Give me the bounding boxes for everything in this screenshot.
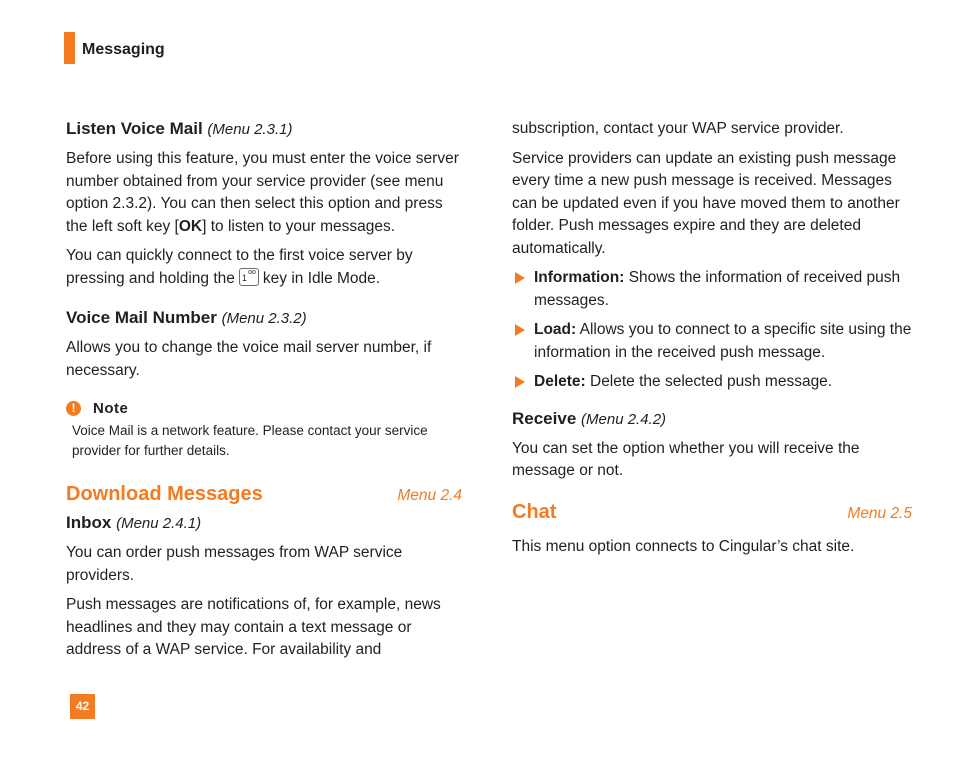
quick-connect-paragraph bbox=[66, 245, 462, 290]
chat-paragraph: This menu option connects to Cingular’s chat site. bbox=[512, 537, 855, 555]
bullet-text: Allows you to connect to a specific site using the information in the received push message. bbox=[534, 321, 912, 361]
heading-text: Inbox bbox=[66, 513, 112, 532]
voicemail-key-icon bbox=[239, 268, 259, 286]
inbox-heading bbox=[66, 512, 462, 535]
menu-reference: (Menu 2.4.2) bbox=[581, 410, 667, 428]
bullet-body bbox=[534, 267, 912, 312]
heading-text: Listen Voice Mail bbox=[66, 119, 203, 138]
continued-paragraph: subscription, contact your WAP service provider. bbox=[512, 120, 844, 137]
download-messages-heading bbox=[66, 483, 462, 506]
bullet-item-delete bbox=[512, 371, 912, 394]
heading-text: Voice Mail Number bbox=[66, 308, 217, 327]
inbox-paragraph-1: You can order push messages from WAP service providers. bbox=[66, 544, 403, 584]
ok-key-label: OK bbox=[178, 217, 203, 235]
bullet-item-load bbox=[512, 319, 912, 364]
note-label: Note bbox=[93, 400, 129, 417]
voice-mail-number-heading bbox=[66, 307, 462, 330]
menu-reference: (Menu 2.4.1) bbox=[116, 515, 202, 532]
page-number: 42 bbox=[70, 694, 95, 719]
text-span: You can quickly connect to the first voice server by pressing and holding the bbox=[66, 247, 413, 287]
note-text: Voice Mail is a network feature. Please contact your service provider for further details. bbox=[72, 423, 428, 458]
left-column bbox=[66, 118, 462, 669]
chat-heading bbox=[512, 501, 912, 524]
bullet-text: Delete the selected push message. bbox=[585, 373, 833, 390]
bullet-term: Information: bbox=[534, 269, 625, 286]
listen-voice-mail-heading bbox=[66, 118, 462, 141]
main-heading-menu: Menu 2.4 bbox=[397, 487, 462, 504]
bullet-body bbox=[534, 319, 912, 364]
service-providers-paragraph: Service providers can update an existing push message every time a new push message is received. Messages can be updated even if you have moved them to another folder. Push messages expire and they are deleted automatically. bbox=[512, 149, 900, 257]
receive-heading bbox=[512, 408, 912, 431]
voice-mail-number-paragraph: Allows you to change the voice mail server number, if necessary. bbox=[66, 339, 432, 379]
menu-reference: (Menu 2.3.1) bbox=[207, 121, 293, 138]
bullet-item-information bbox=[512, 267, 912, 312]
bullet-text: Shows the information of received push messages. bbox=[534, 269, 901, 309]
bullet-term: Load: bbox=[534, 321, 577, 338]
receive-paragraph: You can set the option whether you will receive the message or not. bbox=[512, 439, 860, 479]
note-header bbox=[66, 400, 462, 417]
right-column bbox=[512, 118, 912, 565]
arrow-bullet-icon bbox=[515, 324, 525, 336]
arrow-bullet-icon bbox=[515, 272, 525, 284]
text-span: Before using this feature, you must enter the voice server number obtained from your service provider (see menu option 2.3.2). You can then select this option and press the left soft key [ bbox=[66, 150, 459, 235]
main-heading-title: Chat bbox=[512, 500, 557, 523]
bullet-body bbox=[534, 371, 832, 394]
menu-reference: (Menu 2.3.2) bbox=[221, 310, 307, 327]
arrow-bullet-icon bbox=[515, 376, 525, 388]
main-heading-menu: Menu 2.5 bbox=[847, 504, 912, 522]
text-span: key in Idle Mode. bbox=[262, 269, 381, 287]
bullet-term: Delete: bbox=[534, 373, 586, 390]
section-tab-marker bbox=[64, 32, 75, 64]
inbox-paragraph-2: Push messages are notifications of, for example, news headlines and they may contain a text message or address of a WAP service. For availability and bbox=[66, 596, 441, 658]
section-title: Messaging bbox=[82, 41, 165, 58]
exclamation-icon: ! bbox=[66, 401, 81, 416]
text-span: ] to listen to your messages. bbox=[202, 217, 396, 235]
heading-text: Receive bbox=[512, 408, 577, 428]
listen-voice-mail-paragraph bbox=[66, 148, 462, 238]
main-heading-title: Download Messages bbox=[66, 483, 263, 505]
